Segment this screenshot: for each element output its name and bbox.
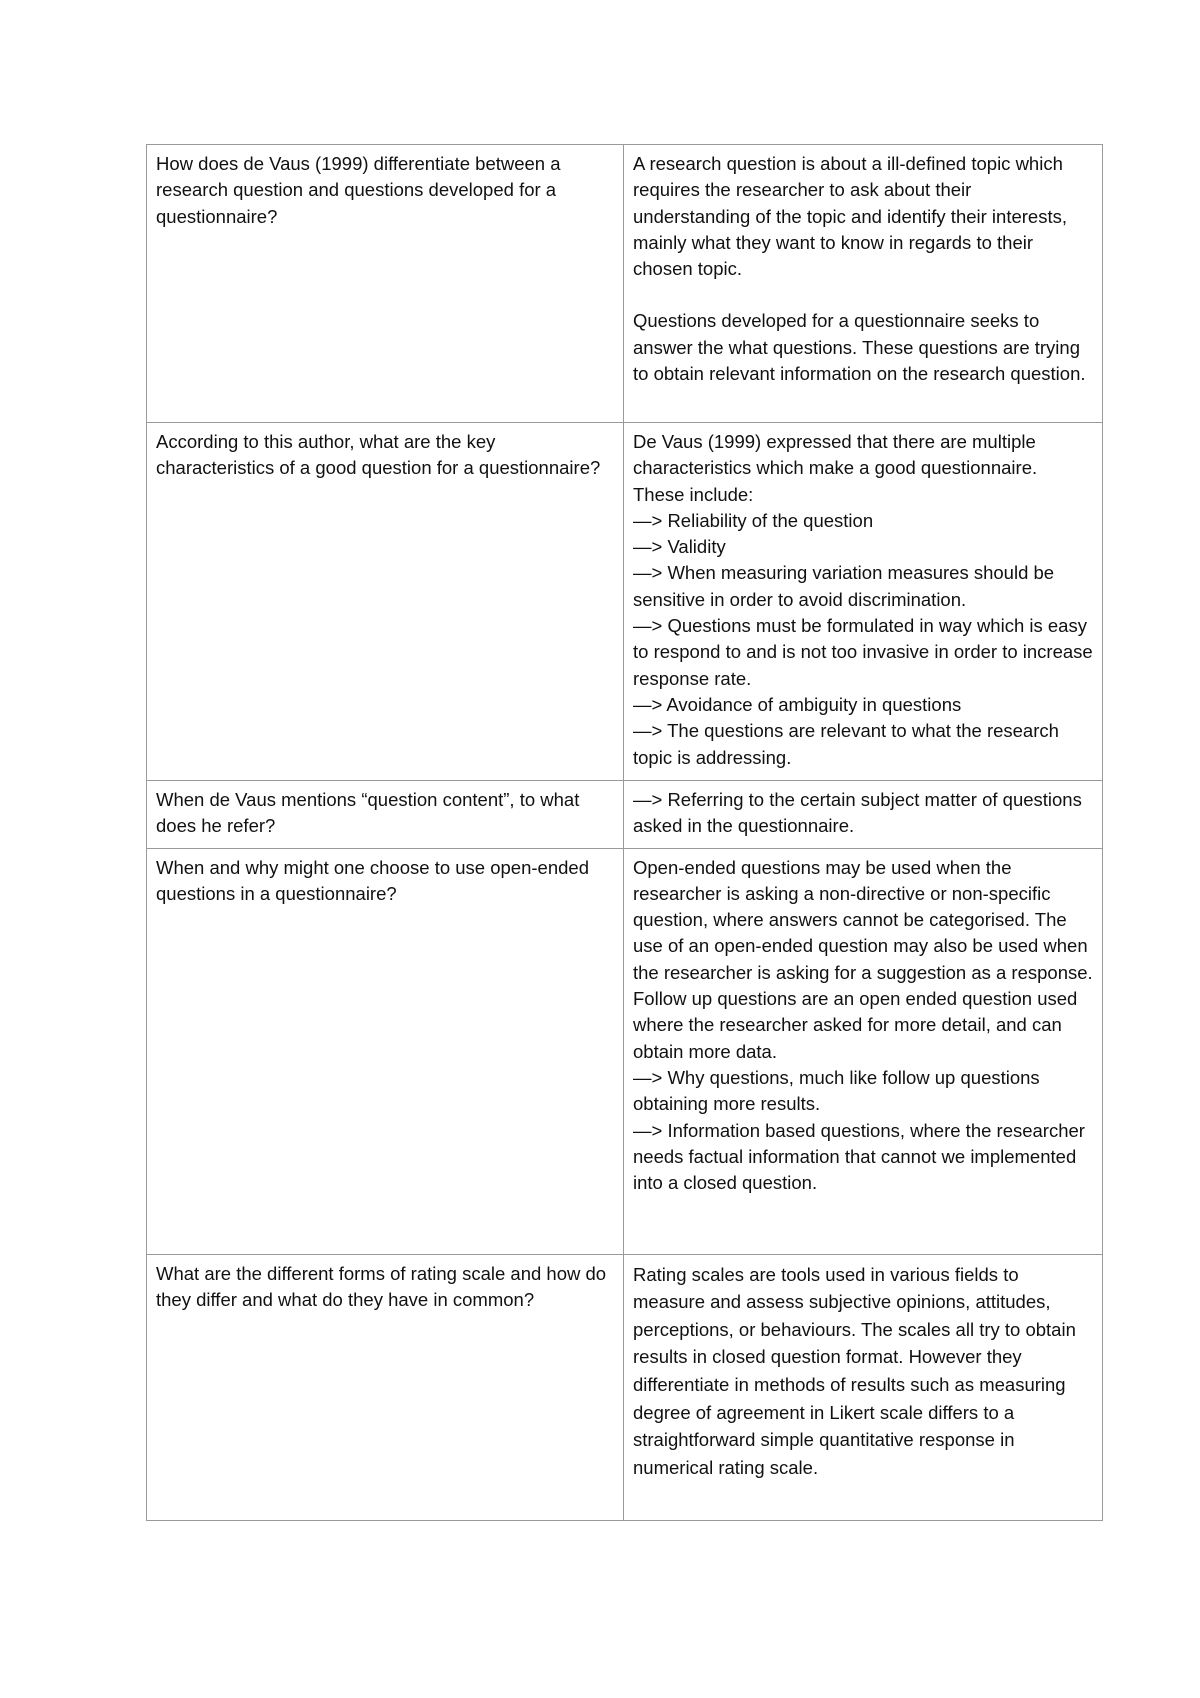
answer-cell [624, 848, 1103, 1254]
question-cell [147, 848, 624, 1254]
answer-paragraph: A research question is about a ill-defined topic which requires the researcher to ask about their understanding of the topic and identify their interests, mainly what they want to know in regards to their chosen topic. [633, 153, 1067, 280]
answer-intro: Open-ended questions may be used when the researcher is asking a non-directive or non-specific question, where answers cannot be categorised. The use of an open-ended question may also be used when the researcher is asking for a suggestion as a response. Follow up questions are an open ended question used where the researcher asked for more detail, and can obtain more data. [633, 856, 1093, 1062]
answer-item: —> When measuring variation measures should be sensitive in order to avoid discrimination. [633, 562, 1055, 610]
answer-intro: Rating scales are tools used in various fields to measure and assess subjective opinions, attitudes, perceptions, or behaviours. The scales all try to obtain results in closed question format. However they differentiate in methods of results such as measuring degree of agreement in Likert scale differs to a straightforward simple quantitative response in numerical rating scale. [633, 1263, 1076, 1478]
answer-item: —> Questions must be formulated in way which is easy to respond to and is not too invasive in order to increase response rate. [633, 615, 1093, 689]
answer-item: —> Avoidance of ambiguity in questions [633, 693, 962, 715]
table-row [147, 848, 1103, 1254]
question-text: According to this author, what are the key characteristics of a good question for a questionnaire? [156, 431, 601, 479]
question-cell [147, 145, 624, 423]
question-text: What are the different forms of rating scale and how do they differ and what do they have in common? [156, 1262, 607, 1310]
answer-cell [624, 1254, 1103, 1520]
table-row [147, 423, 1103, 781]
answer-item: —> Reliability of the question [633, 509, 874, 531]
answer-item: —> Information based questions, where the researcher needs factual information that cannot we implemented into a closed question. [633, 1119, 1085, 1194]
question-text: When and why might one choose to use open-ended questions in a questionnaire? [156, 856, 589, 904]
answer-item: —> The questions are relevant to what the research topic is addressing. [633, 720, 1059, 768]
table-row [147, 781, 1103, 849]
qa-table [146, 144, 1103, 1521]
answer-cell [624, 423, 1103, 781]
table-row [147, 1254, 1103, 1520]
question-cell [147, 781, 624, 849]
answer-item: —> Why questions, much like follow up questions obtaining more results. [633, 1066, 1040, 1115]
question-cell [147, 1254, 624, 1520]
answer-cell [624, 781, 1103, 849]
answer-item: —> Referring to the certain subject matter of questions asked in the questionnaire. [633, 789, 1082, 837]
table-row [147, 145, 1103, 423]
answer-item: —> Validity [633, 536, 726, 558]
answer-cell [624, 145, 1103, 423]
answer-paragraph: Questions developed for a questionnaire seeks to answer the what questions. These questions are trying to obtain relevant information on the research question. [633, 310, 1086, 385]
question-text: How does de Vaus (1999) differentiate between a research question and questions developed for a questionnaire? [156, 153, 561, 227]
question-text: When de Vaus mentions “question content”, to what does he refer? [156, 789, 580, 837]
question-cell [147, 423, 624, 781]
answer-intro: De Vaus (1999) expressed that there are multiple characteristics which make a good questionnaire. These include: [633, 431, 1038, 505]
